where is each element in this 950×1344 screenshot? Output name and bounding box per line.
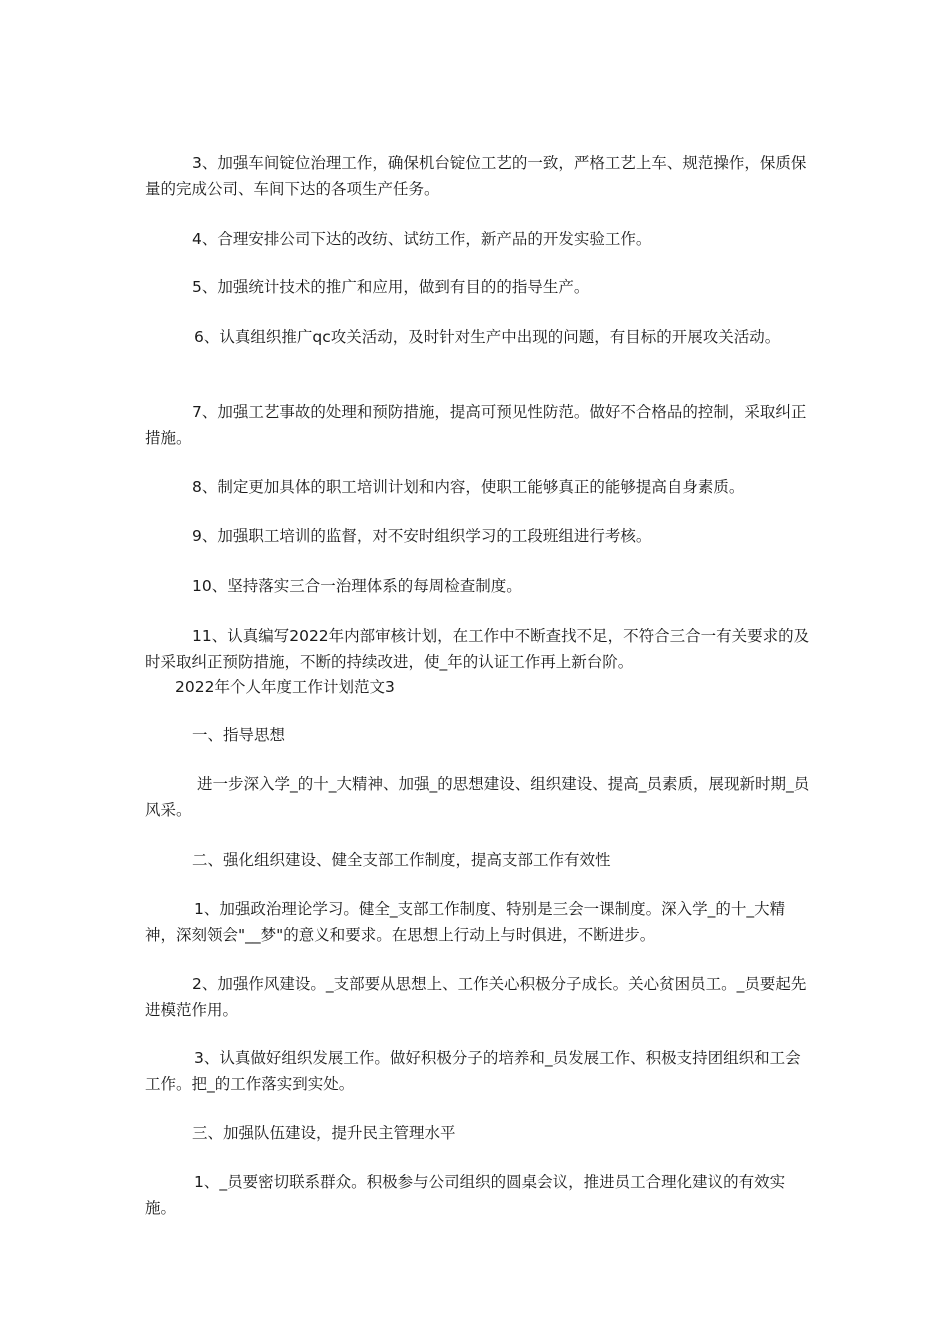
heading-team-building: 三、加强队伍建设，提升民主管理水平 <box>192 1124 456 1142</box>
heading-guiding-thought: 一、指导思想 <box>192 726 286 744</box>
paragraph-item-7: 7、加强工艺事故的处理和预防措施，提高可预见性防范。做好不合格品的控制，采取纠正措施。 <box>145 403 807 447</box>
paragraph-item-9: 9、加强职工培训的监督，对不安时组织学习的工段班组进行考核。 <box>192 527 652 545</box>
heading-organization: 二、强化组织建设、健全支部工作制度，提高支部工作有效性 <box>192 851 611 869</box>
paragraph-org-3: 3、认真做好组织发展工作。做好积极分子的培养和_员发展工作、积极支持团组织和工会工作。把_的工作落实到实处。 <box>145 1049 801 1093</box>
paragraph-guiding-thought: 进一步深入学_的十_大精神、加强_的思想建设、组织建设、提高_员素质，展现新时期_员风采。 <box>145 775 810 819</box>
paragraph-item-8: 8、制定更加具体的职工培训计划和内容，使职工能够真正的能够提高自身素质。 <box>192 478 745 496</box>
paragraph-item-10: 10、坚持落实三合一治理体系的每周检查制度。 <box>192 577 522 595</box>
paragraph-item-4: 4、合理安排公司下达的改纺、试纺工作，新产品的开发实验工作。 <box>192 230 652 248</box>
section-title: 2022年个人年度工作计划范文3 <box>175 678 395 696</box>
paragraph-item-5: 5、加强统计技术的推广和应用，做到有目的的指导生产。 <box>192 278 590 296</box>
paragraph-org-1: 1、加强政治理论学习。健全_支部工作制度、特别是三会一课制度。深入学_的十_大精神，深刻领会"__梦"的意义和要求。在思想上行动上与时俱进，不断进步。 <box>145 900 786 944</box>
paragraph-item-11: 11、认真编写2022年内部审核计划，在工作中不断查找不足，不符合三合一有关要求的及时采取纠正预防措施，不断的持续改进，使_年的认证工作再上新台阶。 <box>145 627 810 671</box>
paragraph-item-6: 6、认真组织推广qc攻关活动，及时针对生产中出现的问题，有目标的开展攻关活动。 <box>194 328 781 346</box>
paragraph-item-3: 3、加强车间锭位治理工作，确保机台锭位工艺的一致，严格工艺上车、规范操作，保质保量的完成公司、车间下达的各项生产任务。 <box>145 154 807 198</box>
paragraph-org-2: 2、加强作风建设。_支部要从思想上、工作关心积极分子成长。关心贫困员工。_员要起先进模范作用。 <box>145 975 807 1019</box>
paragraph-team-1: 1、_员要密切联系群众。积极参与公司组织的圆桌会议，推进员工合理化建议的有效实施。 <box>145 1173 786 1217</box>
